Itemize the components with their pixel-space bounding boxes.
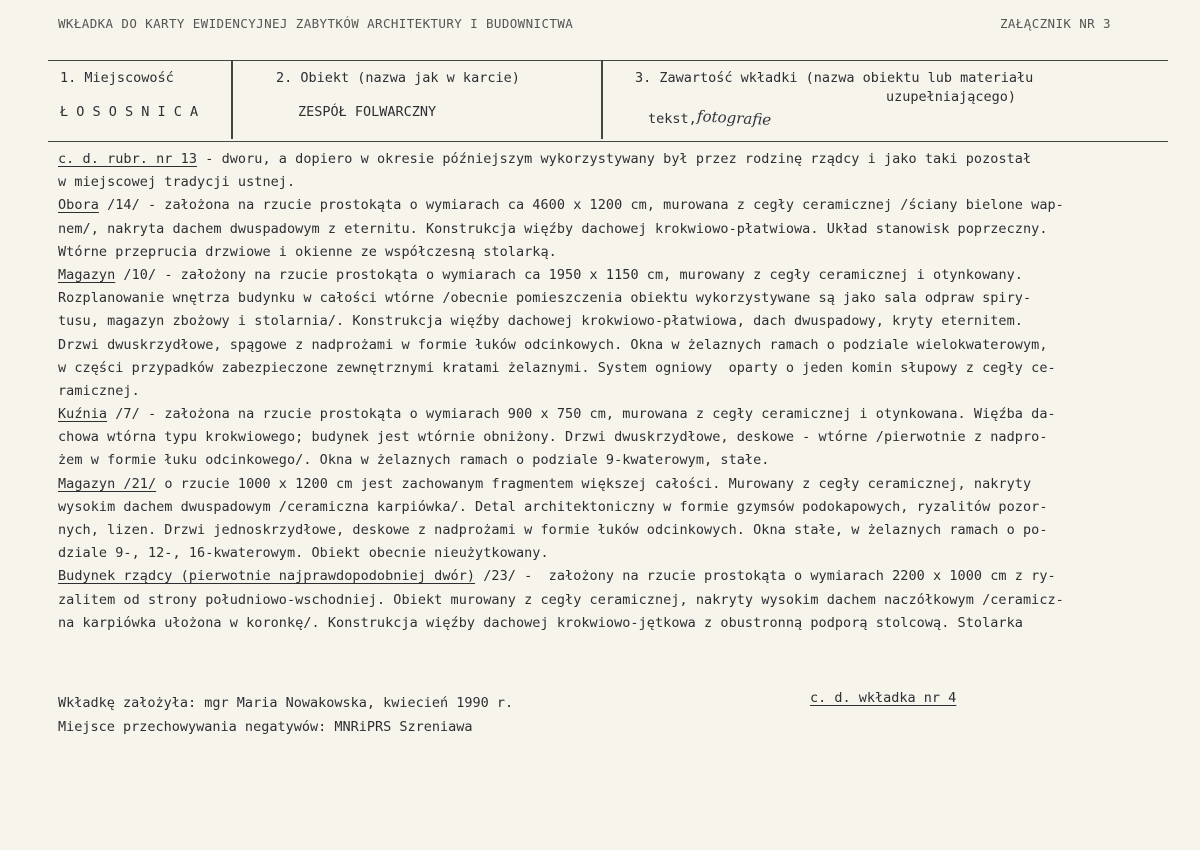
section-kuznia: Kuźnia /7/ - założona na rzucie prostokąta o wymiarach 900 x 750 cm, murowana z cegły ceramicznej i otynkowana. Więźba da- <box>58 406 1056 423</box>
contents-handwritten: fotografie <box>696 107 772 129</box>
section-obora: Obora /14/ - założona na rzucie prostokąta o wymiarach ca 4600 x 1200 cm, murowana z cegły ceramicznej /ściany bielone wap- <box>58 197 1064 214</box>
object-label: 2. Obiekt (nazwa jak w karcie) <box>276 70 520 86</box>
section-heading-obora: Obora <box>58 197 99 214</box>
contents-label: 3. Zawartość wkładki (nazwa obiektu lub materiału <box>635 70 1034 86</box>
contents-value <box>648 109 771 128</box>
text-line: Wtórne przeprucia drzwiowe i okienne ze współczesną stolarką. <box>58 243 557 260</box>
contents-label-cont: uzupełniającego) <box>886 89 1017 105</box>
section-magazyn-10: Magazyn /10/ - założony na rzucie prostokąta o wymiarach ca 1950 x 1150 cm, murowany z cegły ceramicznej i otynkowany. <box>58 266 1023 283</box>
contents-typed: tekst, <box>648 111 697 127</box>
text-line: na karpiówka ułożona w koronkę/. Konstrukcja więźby dachowej krokwiowo-jętkowa z obustronną podporą stolcową. Stolarka <box>58 614 1023 631</box>
rubric-reference: c. d. rubr. nr 13 <box>58 151 198 167</box>
annex-label: ZAŁĄCZNIK NR 3 <box>1000 16 1111 31</box>
text-line: w miejscowej tradycji ustnej. <box>58 174 296 191</box>
object-value: ZESPÓŁ FOLWARCZNY <box>298 104 437 120</box>
text-line: chowa wtórna typu krokwiowego; budynek jest wtórnie obniżony. Drzwi dwuskrzydłowe, deskowe - wtórne /pierwotnie z nadpro- <box>58 429 1048 446</box>
section-heading-budynek: Budynek rządcy (pierwotnie najprawdopodobniej dwór) <box>58 568 476 585</box>
text-line: Drzwi dwuskrzydłowe, spągowe z nadprożami w formie łuków odcinkowych. Okna w żelaznych ramach o podziale wielokwaterowym, <box>58 336 1048 353</box>
text-line: nych, lizen. Drzwi jednoskrzydłowe, deskowe z nadprożami w formie łuków odcinkowych. Okna stałe, w żelaznych ramach o po- <box>58 522 1048 538</box>
section-heading-magazyn-21: Magazyn /21/ <box>58 475 157 492</box>
section-budynek-rzadcy: Budynek rządcy (pierwotnie najprawdopodobniej dwór) /23/ - założony na rzucie prostokąta o wymiarach 2200 x 1000 cm z ry- <box>58 568 1056 585</box>
section-heading-kuznia: Kuźnia <box>58 406 108 423</box>
text-line: nem/, nakryta dachem dwuspadowym z eternitu. Konstrukcja więźby dachowej krokwiowo-płatwiowa. Układ stanowisk poprzeczny. <box>58 220 1048 237</box>
document-body <box>58 148 1173 635</box>
section-heading-magazyn: Magazyn <box>58 266 116 283</box>
section-magazyn-21: Magazyn /21/ o rzucie 1000 x 1200 cm jest zachowanym fragmentem większej całości. Murowany z cegły ceramicznej, nakryty <box>58 475 1032 492</box>
text-line: zalitem od strony południowo-wschodniej. Obiekt murowany z cegły ceramicznej, nakryty wysokim dachem naczółkowym /ceramicz- <box>58 591 1064 608</box>
text-line: ramicznej. <box>58 382 140 399</box>
form-title: WKŁADKA DO KARTY EWIDENCYJNEJ ZABYTKÓW ARCHITEKTURY I BUDOWNICTWA <box>58 16 574 31</box>
text-line: dziale 9-, 12-, 16-kwaterowym. Obiekt obecnie nieużytkowany. <box>58 545 549 562</box>
storage-line: Miejsce przechowywania negatywów: MNRiPRS Szreniawa <box>58 719 473 735</box>
metadata-table <box>48 60 1168 142</box>
text-line: tusu, magazyn zbożowy i stolarnia/. Konstrukcja więźby dachowej krokwiowo-płatwiowa, dach dwuspadowy, kryty eternitem. <box>58 313 1023 330</box>
continuation-note: c. d. wkładka nr 4 <box>810 690 957 706</box>
column-divider <box>231 61 233 139</box>
locality-value: Ł O S O S N I C A <box>60 104 199 120</box>
text-line: żem w formie łuku odcinkowego/. Okna w żelaznych ramach o podziale 9-kwaterowym, stałe. <box>58 452 770 469</box>
text-line: Rozplanowanie wnętrza budynku w całości wtórne /obecnie pomieszczenia obiektu wykorzystywane są jako sala odpraw spiry- <box>58 290 1032 307</box>
author-line: Wkładkę założyła: mgr Maria Nowakowska, kwiecień 1990 r. <box>58 695 514 711</box>
text-line: wysokim dachem dwuspadowym /ceramiczna karpiówka/. Detal architektoniczny w formie gzymsów podokapowych, ryzalitów pozor- <box>58 498 1048 515</box>
column-divider <box>601 61 603 139</box>
locality-label: 1. Miejscowość <box>60 70 174 86</box>
text-line: c. d. rubr. nr 13 - dworu, a dopiero w okresie późniejszym wykorzystywany był przez rodzinę rządcy i jako taki pozostał <box>58 151 1032 167</box>
text-line: w części przypadków zabezpieczone zewnętrznymi kratami żelaznymi. System ogniowy oparty o jeden komin słupowy z cegły ce- <box>58 359 1056 376</box>
